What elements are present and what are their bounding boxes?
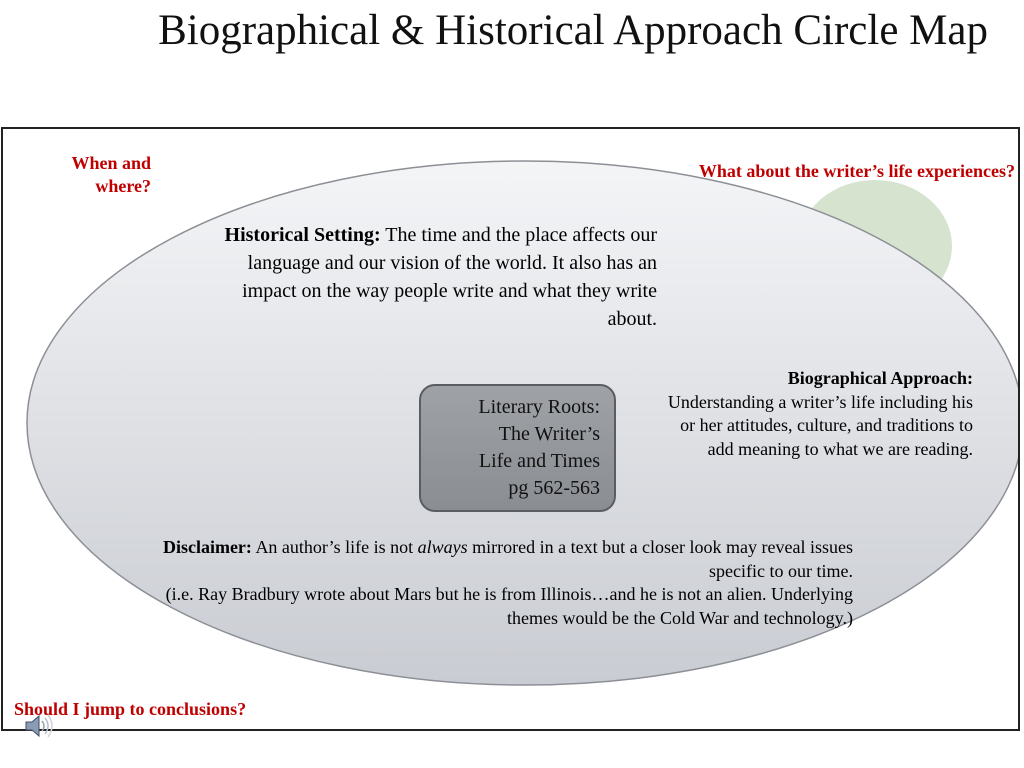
center-line-4: pg 562-563 <box>508 477 600 499</box>
center-line-3: Life and Times <box>478 450 600 472</box>
page-title: Biographical & Historical Approach Circle Map <box>158 7 988 54</box>
disclaimer-body-end: mirrored in a text but a closer look may reveal issues specific to our time. <box>472 537 853 581</box>
question-jump-conclusions: Should I jump to conclusions? <box>14 699 247 719</box>
disclaimer-text <box>143 536 853 630</box>
biographical-approach-body: Understanding a writer’s life including his or her attitudes, culture, and traditions to add meaning to what we are reading. <box>667 391 973 459</box>
circle-map-frame <box>1 127 1020 731</box>
biographical-approach-label: Biographical Approach: <box>787 368 973 388</box>
question-life-experiences: What about the writer’s life experiences? <box>698 161 1015 181</box>
historical-setting-label: Historical Setting: <box>224 224 381 246</box>
historical-setting-text <box>193 221 657 333</box>
center-line-1: Literary Roots: <box>478 396 600 418</box>
disclaimer-body-start: An author’s life is not <box>255 537 414 557</box>
disclaimer-example: (i.e. Ray Bradbury wrote about Mars but he is from Illinois…and he is not an alien. Underlying themes would be the Cold War and technology.) <box>165 584 853 628</box>
center-line-2: The Writer’s <box>498 423 600 445</box>
speaker-icon[interactable] <box>20 710 60 742</box>
disclaimer-label: Disclaimer: <box>162 537 252 557</box>
biographical-approach-text <box>663 367 973 461</box>
question-when-where: When and where? <box>71 153 151 196</box>
historical-setting-body: The time and the place affects our language and our vision of the world. It also has an impact on the way people write and what they write about. <box>242 224 657 330</box>
disclaimer-emphasis: always <box>417 537 468 557</box>
center-topic-box <box>419 384 616 512</box>
